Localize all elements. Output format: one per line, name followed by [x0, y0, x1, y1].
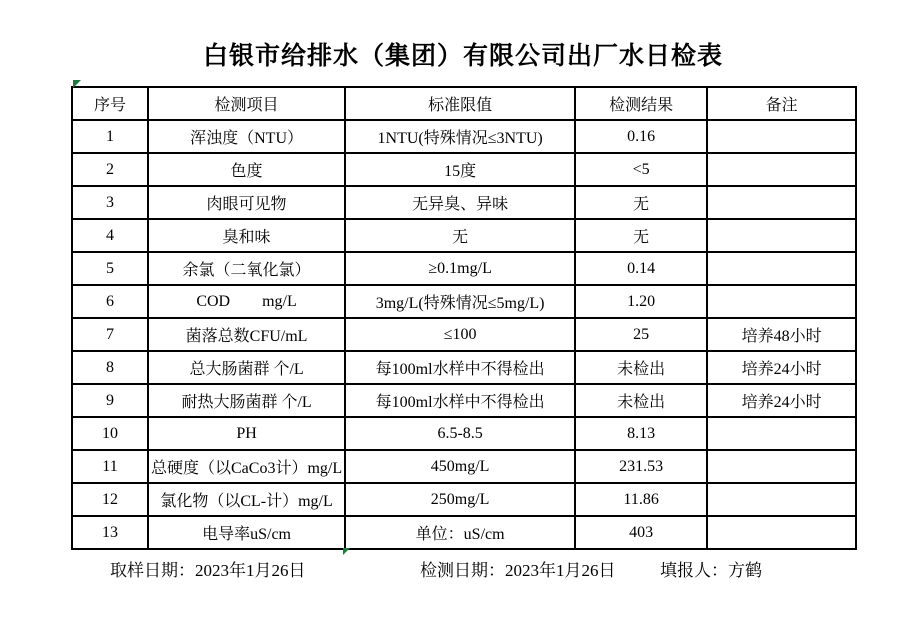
- table-cell: [707, 219, 856, 252]
- column-header-item: 检测项目: [148, 87, 345, 120]
- table-cell: [707, 285, 856, 318]
- table-cell: 2: [72, 153, 148, 186]
- table-body: [72, 120, 856, 549]
- table-cell: 耐热大肠菌群 个/L: [148, 384, 345, 417]
- column-header-index: 序号: [72, 87, 148, 120]
- table-cell: 12: [72, 483, 148, 516]
- table-cell: 0.16: [575, 120, 707, 153]
- table-cell: 余氯（二氧化氯）: [148, 252, 345, 285]
- table-cell: 25: [575, 318, 707, 351]
- table-cell: 臭和味: [148, 219, 345, 252]
- table-cell: 13: [72, 516, 148, 549]
- table-cell: 无异臭、异味: [345, 186, 575, 219]
- table-cell: 单位：uS/cm: [345, 516, 575, 549]
- table-row: [72, 219, 856, 252]
- table-cell: 3: [72, 186, 148, 219]
- table-cell: 7: [72, 318, 148, 351]
- green-triangle-icon: [343, 548, 350, 555]
- table-row: [72, 516, 856, 549]
- sample-date-text: 取样日期：2023年1月26日: [110, 561, 306, 580]
- table-cell: COD mg/L: [148, 285, 345, 318]
- table-cell: 无: [345, 219, 575, 252]
- column-header-remark: 备注: [707, 87, 856, 120]
- table-row: [72, 285, 856, 318]
- table-cell: [707, 516, 856, 549]
- table-cell: 每100ml水样中不得检出: [345, 351, 575, 384]
- inspection-table: [71, 86, 857, 550]
- table-row: [72, 186, 856, 219]
- table-cell: 每100ml水样中不得检出: [345, 384, 575, 417]
- table-cell: 0.14: [575, 252, 707, 285]
- page-title: 白银市给排水（集团）有限公司出厂水日检表: [202, 43, 723, 70]
- table-cell: 1NTU(特殊情况≤3NTU): [345, 120, 575, 153]
- table-cell: 231.53: [575, 450, 707, 483]
- table-cell: ≤100: [345, 318, 575, 351]
- table-cell: 250mg/L: [345, 483, 575, 516]
- table-cell: 菌落总数CFU/mL: [148, 318, 345, 351]
- table-row: [72, 252, 856, 285]
- table-row: [72, 120, 856, 153]
- table-cell: 色度: [148, 153, 345, 186]
- column-header-result: 检测结果: [575, 87, 707, 120]
- table-cell: 6: [72, 285, 148, 318]
- table-cell: [707, 483, 856, 516]
- table-cell: 培养24小时: [707, 351, 856, 384]
- table-cell: 未检出: [575, 384, 707, 417]
- table-cell: 8.13: [575, 417, 707, 450]
- reporter-text: 填报人：方鹤: [660, 561, 762, 580]
- table-cell: 3mg/L(特殊情况≤5mg/L): [345, 285, 575, 318]
- table-cell: 无: [575, 186, 707, 219]
- table-cell: 总硬度（以CaCo3计）mg/L: [148, 450, 345, 483]
- table-cell: 氯化物（以CL-计）mg/L: [148, 483, 345, 516]
- column-header-standard: 标准限值: [345, 87, 575, 120]
- table-row: [72, 153, 856, 186]
- table-cell: PH: [148, 417, 345, 450]
- table-row: [72, 450, 856, 483]
- table-cell: 5: [72, 252, 148, 285]
- table-cell: 6.5-8.5: [345, 417, 575, 450]
- table-cell: 11.86: [575, 483, 707, 516]
- table-cell: 10: [72, 417, 148, 450]
- table-cell: 1: [72, 120, 148, 153]
- table-cell: <5: [575, 153, 707, 186]
- table-cell: 未检出: [575, 351, 707, 384]
- table-cell: 450mg/L: [345, 450, 575, 483]
- table-cell: 403: [575, 516, 707, 549]
- test-date-text: 检测日期：2023年1月26日: [420, 561, 616, 580]
- table-cell: 11: [72, 450, 148, 483]
- table-row: [72, 483, 856, 516]
- table-cell: [707, 417, 856, 450]
- table-row: [72, 318, 856, 351]
- table-header-row: [72, 87, 856, 120]
- table-cell: 4: [72, 219, 148, 252]
- table-cell: 15度: [345, 153, 575, 186]
- table-cell: [707, 186, 856, 219]
- table-cell: 培养48小时: [707, 318, 856, 351]
- green-triangle-icon: [73, 80, 81, 88]
- table-cell: 9: [72, 384, 148, 417]
- table-row: [72, 351, 856, 384]
- table-row: [72, 417, 856, 450]
- table-cell: 1.20: [575, 285, 707, 318]
- table-cell: [707, 120, 856, 153]
- table-cell: [707, 153, 856, 186]
- table-cell: 无: [575, 219, 707, 252]
- table-cell: 培养24小时: [707, 384, 856, 417]
- table-cell: [707, 252, 856, 285]
- table-cell: 肉眼可见物: [148, 186, 345, 219]
- table-cell: 8: [72, 351, 148, 384]
- table-row: [72, 384, 856, 417]
- table-cell: 电导率uS/cm: [148, 516, 345, 549]
- table-cell: 总大肠菌群 个/L: [148, 351, 345, 384]
- table-cell: [707, 450, 856, 483]
- table-cell: ≥0.1mg/L: [345, 252, 575, 285]
- table-cell: 浑浊度（NTU）: [148, 120, 345, 153]
